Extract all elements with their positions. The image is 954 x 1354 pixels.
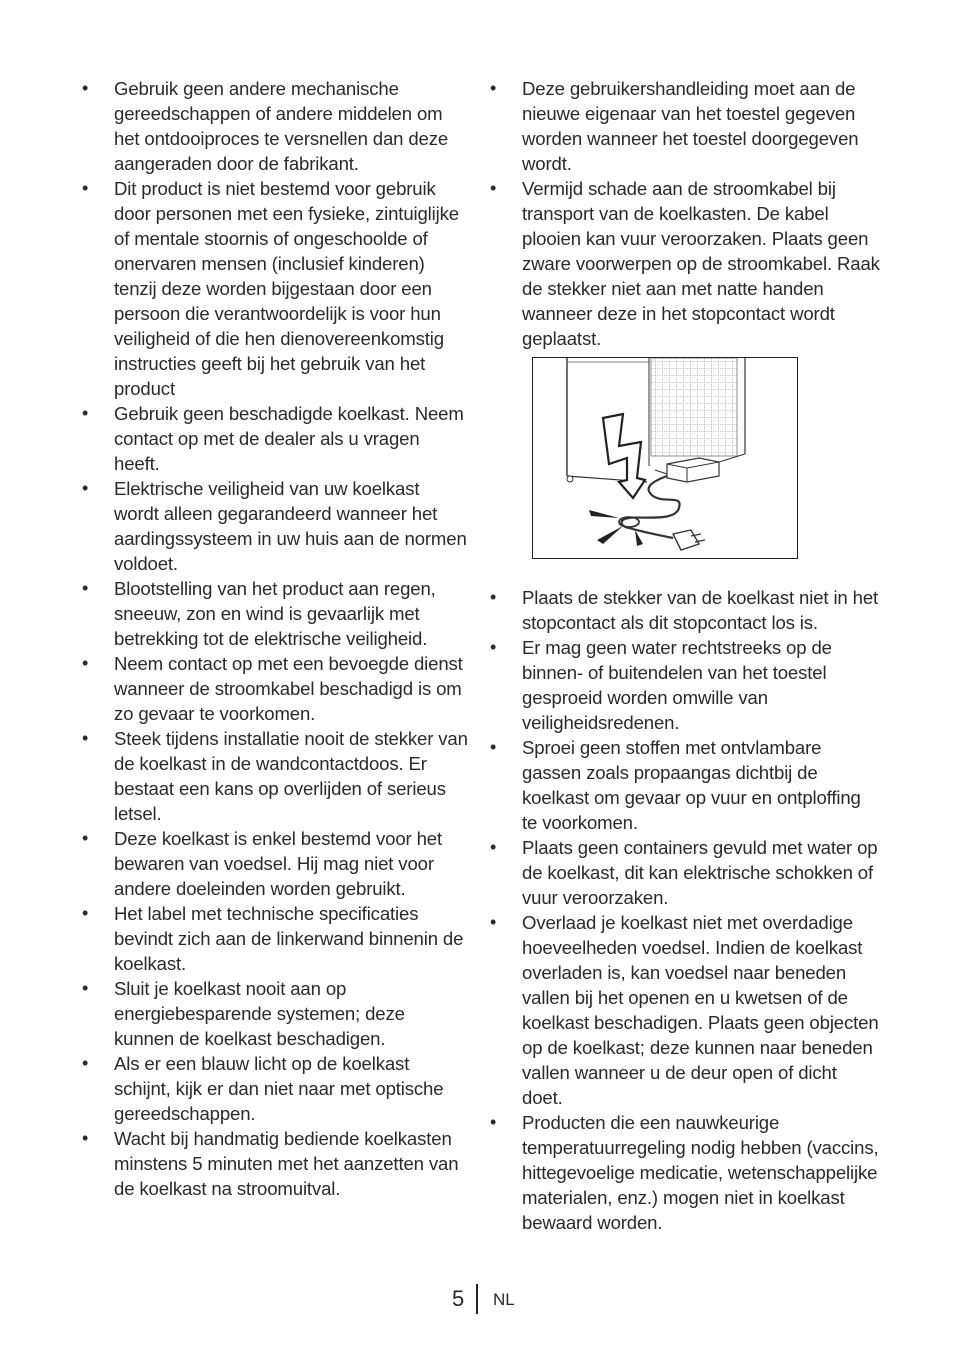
list-item-text: Sproei geen stoffen met ontvlambare gassen zoals propaangas dichtbij de koelkast om gevaar op vuur en ontploffing te voorkomen.	[522, 737, 861, 833]
list-item	[488, 1110, 880, 1235]
list-item-text: Sluit je koelkast nooit aan op energiebesparende systemen; deze kunnen de koelkast beschadigen.	[114, 978, 405, 1049]
list-item-text: Het label met technische specificaties bevindt zich aan de linkerwand binnenin de koelkast.	[114, 903, 464, 974]
list-item	[80, 1051, 468, 1126]
bullet-icon: •	[82, 178, 89, 198]
bullet-icon: •	[82, 403, 89, 423]
language-code: NL	[493, 1290, 515, 1309]
bullet-icon: •	[490, 637, 497, 657]
list-item	[488, 76, 880, 176]
bullet-icon: •	[82, 78, 89, 98]
page-footer	[0, 1284, 954, 1318]
footer-divider	[476, 1284, 478, 1314]
right-column	[488, 76, 880, 1235]
bullet-icon: •	[82, 903, 89, 923]
bullet-icon: •	[490, 837, 497, 857]
fridge-cable-illustration	[533, 358, 797, 558]
bullet-icon: •	[82, 1053, 89, 1073]
list-item-text: Producten die een nauwkeurige temperatuurregeling nodig hebben (vaccins, hittegevoelige medicatie, wetenschappelijke materialen, enz.) mogen niet in koelkast bewaard worden.	[522, 1112, 879, 1233]
bullet-icon: •	[490, 1112, 497, 1132]
bullet-icon: •	[82, 653, 89, 673]
list-item-text: Gebruik geen andere mechanische gereedschappen of andere middelen om het ontdooiproces te versnellen dan deze aangeraden door de fabrikant.	[114, 78, 449, 174]
list-item-text: Neem contact op met een bevoegde dienst wanneer de stroomkabel beschadigd is om zo gevaar te voorkomen.	[114, 653, 463, 724]
list-item	[488, 585, 880, 635]
list-item	[80, 401, 468, 476]
power-cable-warning-illustration	[532, 357, 798, 559]
list-item	[80, 76, 468, 176]
bullet-icon: •	[490, 587, 497, 607]
list-item-text: Wacht bij handmatig bediende koelkasten minstens 5 minuten met het aanzetten van de koelkast na stroomuitval.	[114, 1128, 459, 1199]
list-item-text: Plaats geen containers gevuld met water op de koelkast, dit kan elektrische schokken of vuur veroorzaken.	[522, 837, 878, 908]
list-item-text: Overlaad je koelkast niet met overdadige hoeveelheden voedsel. Indien de koelkast overladen is, kan voedsel naar beneden vallen bij het openen en u kwetsen of de koelkast beschadigen. Plaats geen objecten op de koelkast; deze kunnen naar beneden vallen wanneer u de deur open of dicht doet.	[522, 912, 879, 1108]
list-item-text: Steek tijdens installatie nooit de stekker van de koelkast in de wandcontactdoos. Er bestaat een kans op overlijden of serieus letsel.	[114, 728, 468, 824]
safety-list-left	[80, 76, 468, 1201]
list-item-text: Als er een blauw licht op de koelkast schijnt, kijk er dan niet naar met optische gereedschappen.	[114, 1053, 444, 1124]
list-item	[80, 726, 468, 826]
list-item	[80, 901, 468, 976]
list-item	[488, 735, 880, 835]
list-item-text: Dit product is niet bestemd voor gebruik door personen met een fysieke, zintuiglijke of mentale stoornis of ongeschoolde of onervaren mensen (inclusief kinderen) tenzij deze worden bijgestaan door een persoon die verantwoordelijk is voor hun veiligheid of die hen dienovereenkomstig instructies geeft bij het gebruik van het product	[114, 178, 459, 399]
list-item-text: Plaats de stekker van de koelkast niet in het stopcontact als dit stopcontact los is.	[522, 587, 879, 633]
bullet-icon: •	[490, 737, 497, 757]
bullet-icon: •	[82, 828, 89, 848]
list-item	[488, 835, 880, 910]
list-item	[80, 476, 468, 576]
safety-list-right-top	[488, 76, 880, 351]
bullet-icon: •	[82, 578, 89, 598]
bullet-icon: •	[490, 178, 497, 198]
bullet-icon: •	[82, 978, 89, 998]
safety-list-right-bottom	[488, 585, 880, 1235]
bullet-icon: •	[490, 78, 497, 98]
list-item	[80, 576, 468, 651]
list-item-text: Deze koelkast is enkel bestemd voor het bewaren van voedsel. Hij mag niet voor andere doeleinden worden gebruikt.	[114, 828, 442, 899]
list-item-text: Vermijd schade aan de stroomkabel bij transport van de koelkasten. De kabel plooien kan vuur veroorzaken. Plaats geen zware voorwerpen op de stroomkabel. Raak de stekker niet aan met natte handen wanneer deze in het stopcontact wordt geplaatst.	[522, 178, 880, 349]
list-item	[488, 176, 880, 351]
list-item	[80, 826, 468, 901]
list-item-text: Elektrische veiligheid van uw koelkast wordt alleen gegarandeerd wanneer het aardingssysteem in uw huis aan de normen voldoet.	[114, 478, 467, 574]
list-item	[80, 1126, 468, 1201]
bullet-icon: •	[82, 1128, 89, 1148]
bullet-icon: •	[82, 478, 89, 498]
list-item	[80, 176, 468, 401]
bullet-icon: •	[490, 912, 497, 932]
page-number: 5	[452, 1286, 465, 1311]
list-item	[80, 976, 468, 1051]
left-column	[80, 76, 468, 1201]
bullet-icon: •	[82, 728, 89, 748]
list-item-text: Er mag geen water rechtstreeks op de binnen- of buitendelen van het toestel gesproeid worden omwille van veiligheidsredenen.	[522, 637, 832, 733]
list-item	[488, 910, 880, 1110]
list-item-text: Blootstelling van het product aan regen, sneeuw, zon en wind is gevaarlijk met betrekking tot de elektrische veiligheid.	[114, 578, 436, 649]
list-item	[80, 651, 468, 726]
list-item-text: Deze gebruikershandleiding moet aan de nieuwe eigenaar van het toestel gegeven worden wanneer het toestel doorgegeven wordt.	[522, 78, 859, 174]
list-item-text: Gebruik geen beschadigde koelkast. Neem contact op met de dealer als u vragen heeft.	[114, 403, 464, 474]
list-item	[488, 635, 880, 735]
